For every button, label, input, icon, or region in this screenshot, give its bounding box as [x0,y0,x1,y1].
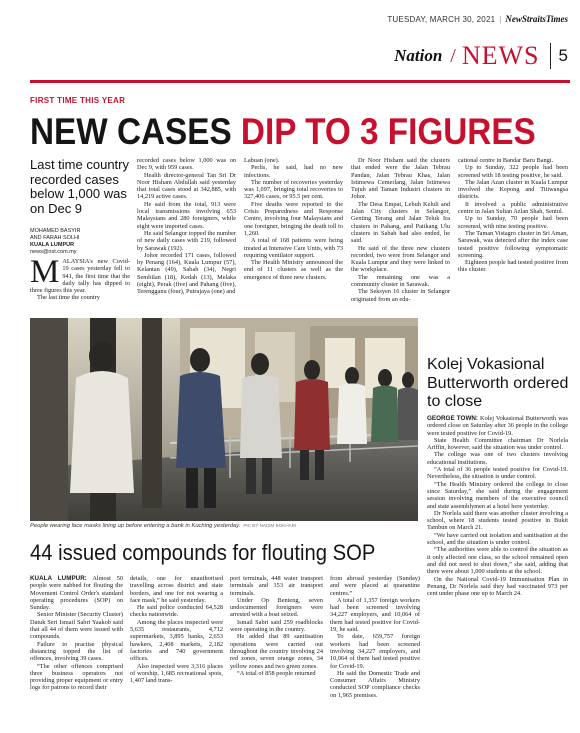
byline-author-2: AND FARAH SOLHI [30,235,80,241]
section-label: Nation [394,46,443,65]
article-paragraph: The last time the country [37,294,100,302]
article-paragraph: Five deaths were reported to the Crisis Preparedness and Response Centre, involving four Malaysians and one foreigner, bringing the death toll to 1,260. [244,200,343,237]
article-paragraph: He said the Domestic Trade and Consumer Affairs Ministry conducted SOP compliance checks on 1,965 premises. [330,669,420,699]
article-paragraph: The Jalan Azan cluster in Kuala Lumpur involved the Kepong and Titiwangsa districts. [458,178,568,201]
lead-text: ALAYSIA's new Covid-19 cases yesterday fell to 941, the first time that the daily tally has dipped to three figures this year. [30,258,130,295]
article-paragraph: Senior Minister (Security Cluster) Datuk Seri Ismail Sabri Yaakob said that all 44 of them were issued with compounds. [30,611,123,641]
article-paragraph [30,575,123,611]
masthead-strip [16,9,568,29]
sidebar-story-body [427,415,568,727]
sidebar-dateline: GEORGE TOWN: [427,415,479,422]
article-paragraph: from abroad yesterday (Sunday) and were placed at quarantine centres.” [330,575,420,597]
article-paragraph: Dr Norlela said there was another cluster involving a school, where 18 students tested positive in Bukit Tambun on March 21. [427,509,568,532]
article-paragraph: The college was one of two clusters involving educational institutions. [427,451,568,466]
article-kicker: FIRST TIME THIS YEAR [30,96,126,105]
article-paragraph: cational centre in Bandar Baru Bangi. [458,157,554,164]
section-rule [30,80,570,83]
article-paragraph: port terminals, 448 water transport terminals and 153 air transport terminals. [230,575,323,597]
article-column-4 [351,157,450,315]
article-paragraph: He added that 89 sanitisation operations were carried out throughout the country involving 24 red zones, seven orange zones, 34 yellow zones and two green zones. [230,633,323,670]
story2-headline: 44 issued compounds for flouting SOP [30,540,376,565]
article-paragraph: Up to Sunday, 70 people had been screened, with nine testing positive. [458,215,568,230]
article-paragraph: Also inspected were 3,316 places of worship, 1,685 recreational spots, 1,407 land trans- [130,662,223,685]
article-paragraph: “A total of 36 people tested positive for Covid-19. Nevertheless, the situation is under control. [427,466,568,481]
article-paragraph: On the National Covid-19 Immunisation Plan in Penang, Dr Norlela said they had vaccinated 973 per cent under phase one up to March 24. [427,575,568,598]
publication-name: NewStraitsTimes [505,14,568,24]
story2-column-2 [130,575,223,727]
article-paragraph: details, one for unauthorised travelling across district and state borders, and one for not wearing a face mask,” he said yesterday. [130,575,223,604]
article-column-2 [137,157,236,315]
article-paragraph: “A total of 858 people returned [237,669,316,677]
article-paragraph: Eighteen people had tested positive from this cluster. [458,259,568,274]
sidebar-lead-text: Kolej Vokasional Butterworth was ordered close on Saturday after 36 people in the college were tested positive for Covid-19. [427,415,568,437]
photo-credit: PIC BY NADIM BOKHARI [243,523,297,528]
article-paragraph: The Taman Vistagro cluster in Sri Aman, Sarawak, was detected after the index case tested positive following symptomatic screening. [458,229,568,259]
story2-column-3 [230,575,323,727]
headline-part-black: NEW CASES [30,111,241,152]
story2-lead-text: Almost 50 people were nabbed for flouting the Movement Control Order's standard operating procedures (SOP) on Sunday. [30,575,123,612]
article-lead-paragraph [30,258,130,294]
article-column-3 [244,157,343,315]
article-paragraph: “The Health Ministry ordered the college to close since Saturday,” she said during the engagement session involving members of the executive council and state assemblymen at a hotel here yesterday. [427,480,568,510]
article-paragraph: Up to Sunday, 322 people had been screened with 18 testing positive, he said. [458,164,568,179]
article-paragraph: He said of the three new clusters recorded, two were from Selangor and Kuala Lumpur and they were linked to the workplace. [351,244,450,274]
article-paragraph: He said police conducted 64,528 checks nationwide. [130,604,223,619]
section-name: NEWS [461,41,540,70]
article-paragraph: It involved a public administrative centre in Jalan Sultan Azlan Shah, Sentul. [458,200,568,216]
article-column-1 [30,258,130,314]
byline-author-1: MOHAMED BASYIR [30,228,81,234]
article-paragraph: He said from the total, 913 were local transmissions involving 653 Malaysians and 280 foreigners, while eight were imported cases. [137,200,236,230]
article-paragraph: “We have carried out isolation and sanitisation at the school, and the situation is under control. [427,531,568,547]
article-paragraph: Failure to practise physical distancing topped the list of offences, involving 39 cases. [30,640,123,663]
article-paragraph: The Health Ministry announced the end of 11 clusters as well as the emergence of three new clusters. [244,259,343,281]
bank-queue-photo [30,318,418,521]
article-paragraph: “The authorities were able to control the situation as it only affected one class, so the school remained open and did not need to shut down,” she said, adding that there were about 1,000 students at the school. [427,546,568,576]
sidebar-headline: Kolej Vokasional Butterworth ordered to close [427,356,569,410]
article-paragraph: “The other offences comprised three business operators not providing proper equipment or entry logs for patrons to record their [30,662,123,692]
drop-cap: M [30,258,60,290]
article-paragraph: Ismail Sabri said 259 roadblocks were operating in the country. [230,618,323,634]
article-paragraph: State Health Committee chairman Dr Norlela Ariffin, however, said the situation was under control. [427,436,568,452]
article-paragraph: He said Selangor topped the number of new daily cases with 219, followed by Sarawak (192). [137,229,236,252]
story2-dateline: KUALA LUMPUR: [30,575,87,582]
section-slash: / [450,44,456,67]
story2-column-4 [330,575,420,727]
article-paragraph: A total of 1,357 foreign workers had been screened involving 34,227 employers, and 10,064 of them had tested positive for Covid-19, he said. [330,596,420,634]
photo-caption [30,523,418,529]
article-paragraph: To date, 659,757 foreign workers had been screened involving 34,227 employers, and 10,064 of them had tested positive for Covid-19. [330,633,420,670]
article-paragraph: Dr Noor Hisham said the clusters that ended were the Jalan Tebrau Pandan, Jalan Tebrau Khas, Jalan Istimewa Cemerlang, Jalan Istimewa Tujuh and Taman Industri clusters in Johor. [351,157,450,201]
byline-location: KUALA LUMPUR [30,242,75,248]
article-paragraph: The remaining one was a community cluster in Sarawak. [351,273,450,289]
story2-column-1 [30,575,123,727]
article-byline [30,228,130,256]
article-standfirst: Last time country recorded cases below 1,000 was on Dec 9 [30,157,129,216]
page-number: 5 [558,46,568,65]
issue-date: TUESDAY, MARCH 30, 2021 [387,14,496,24]
article-paragraph: The Seksyen 16 cluster in Selangor originated from an edu- [351,288,450,303]
article-paragraph: Health director-general Tan Sri Dr Noor Hisham Abdullah said yesterday that total cases stood at 342,885, with 14,219 active cases. [137,171,236,201]
article-paragraph: The number of recoveries yesterday was 1,097, bringing total recoveries to 327,406 cases, or 95.5 per cent. [244,178,343,201]
article-paragraph: Johor recorded 171 cases, followed by Penang (164), Kuala Lumpur (57), Kelantan (49), Sabah (34), Negri Sembilan (18), Kedah (13), Melaka (eight), Perak (five) and Pahang (five), Terengganu (four), Putrajaya (one) and [137,251,236,296]
article-paragraph: Labuan (one). [244,157,280,164]
section-header [394,36,568,76]
masthead-divider: | [499,14,502,24]
article-paragraph: Under Op Benteng, seven undocumented foreigners were arrested with a boat seized. [230,596,323,619]
article-paragraph: A total of 168 patients were being treated at Intensive Care Units, with 73 requiring ventilator support. [244,237,343,259]
article-paragraph: The Desa Empat, Lebuh Keluli and Jalan City clusters in Selangor, Genting Terang and Jalan Teluk Ira clusters in Pahang, and Patikang Ulu clusters in Sabah had also ended, he said. [351,200,450,245]
article-paragraph: recorded cases below 1,000 was on Dec 9, with 959 cases. [137,157,236,172]
article-column-5 [458,157,568,315]
news-photo [30,318,418,521]
byline-email: news@nst.com.my [30,249,77,255]
caption-text: People wearing face masks lining up before entering a bank in Kuching yesterday. [30,523,241,529]
page-number-divider [550,43,551,69]
headline-part-red: DIP TO 3 FIGURES [240,111,536,152]
article-headline [30,110,536,154]
article-paragraph: Among the places inspected were 5,635 restaurants, 4,712 supermarkets, 3,895 banks, 2,653 hawkers, 2,408 markets, 2,182 factories and 740 government offices. [130,618,223,663]
article-paragraph [427,415,568,437]
article-paragraph: Perlis, he said, had no new infections. [244,164,343,179]
